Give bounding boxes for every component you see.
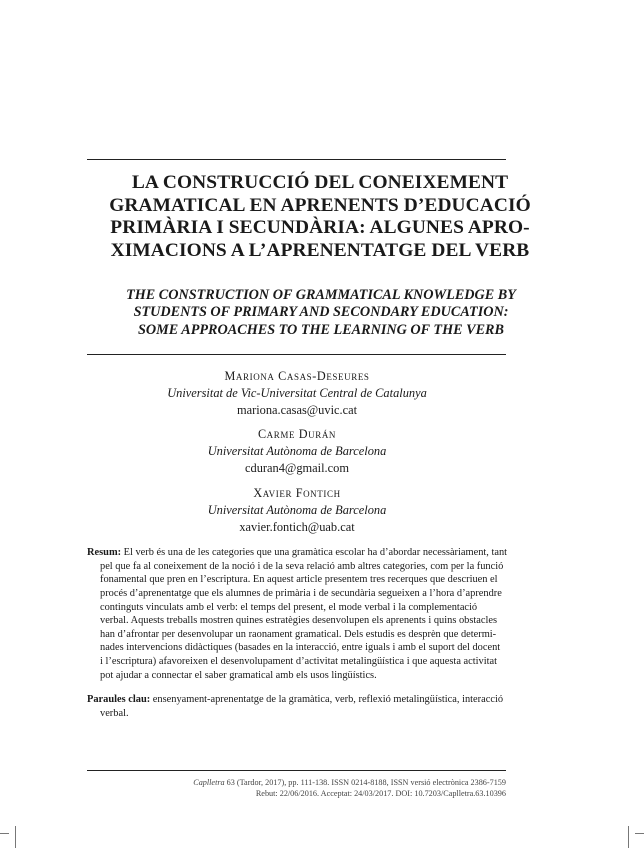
keywords-first-line xyxy=(87,693,508,707)
article-title xyxy=(70,172,570,262)
subtitle-line: SOME APPROACHES TO THE LEARNING OF THE VERB xyxy=(138,321,504,338)
keywords xyxy=(87,693,508,720)
journal-name: Caplletra xyxy=(193,778,225,787)
abstract-line: procés d’aprenentatge que els alumnes de primària i de secundària segueixen a l’hora d’aprendre xyxy=(100,587,502,599)
keywords-text: ensenyament-aprenentatge de la gramàtica, verb, reflexió metalingüística, interacció xyxy=(150,694,504,705)
author-institution: Universitat Autònoma de Barcelona xyxy=(207,444,387,458)
citation-text: 63 (Tardor, 2017), pp. 111-138. ISSN 0214-8188, ISSN versió electrònica 2386-7159 xyxy=(224,778,506,787)
crop-mark xyxy=(628,826,629,848)
title-line: XIMACIONS A L’APRENENTATGE DEL VERB xyxy=(110,239,530,261)
abstract-line: i l’escriptura) afavoreixen el desenvolupament d’activitat metalingüística i que aquesta activitat xyxy=(100,656,497,667)
title-line: GRAMATICAL EN APRENENTS D’EDUCACIÓ xyxy=(109,194,531,216)
author-name: Xavier Fontich xyxy=(253,486,341,500)
abstract-line: han d’afrontar per desenvolupar un raonament gramatical. Dels estudis es desprèn que determi- xyxy=(100,628,497,640)
author-institution: Universitat Autònoma de Barcelona xyxy=(207,503,387,517)
crop-mark xyxy=(635,833,644,834)
title-top-rule xyxy=(87,159,506,160)
author-email: mariona.casas@uvic.cat xyxy=(236,403,358,417)
title-line: LA CONSTRUCCIÓ DEL CONEIXEMENT xyxy=(131,172,509,193)
author-name: Mariona Casas-Deseures xyxy=(224,369,370,383)
abstract xyxy=(87,546,508,682)
footer-dates: Rebut: 22/06/2016. Acceptat: 24/03/2017. DOI: 10.7203/Caplletra.63.10396 xyxy=(255,789,506,799)
subtitle-line: THE CONSTRUCTION OF GRAMMATICAL KNOWLEDGE BY xyxy=(126,287,516,303)
abstract-line: pot ajudar a connectar el saber gramatical amb els usos lingüístics. xyxy=(100,669,377,681)
title-line: PRIMÀRIA I SECUNDÀRIA: ALGUNES APRO- xyxy=(110,217,530,238)
subtitle-line: STUDENTS OF PRIMARY AND SECONDARY EDUCATION: xyxy=(133,304,509,321)
author-block xyxy=(87,368,507,419)
abstract-line: fonamental que pren en l’escriptura. En aquest article presentem tres recerques que descriuen el xyxy=(100,574,498,586)
footer-rule xyxy=(87,770,506,771)
title-bottom-rule xyxy=(87,354,506,355)
abstract-line: verbal. Aquests treballs mostren quines estratègies desenvolupen els aprenents i quins obstacles xyxy=(100,615,498,627)
author-institution: Universitat de Vic-Universitat Central de Catalunya xyxy=(167,386,427,400)
footer-citation xyxy=(193,777,506,788)
keywords-label: Paraules clau: xyxy=(87,694,151,705)
author-email: cduran4@gmail.com xyxy=(245,461,349,475)
abstract-line: continguts vinculats amb el verb: el temps del present, el mode verbal i la complementació xyxy=(100,601,478,613)
abstract-line: pel que fa al coneixement de la noció i de la seva relació amb altres categories, com per la funció xyxy=(100,560,504,572)
abstract-text: El verb és una de les categories que una gramàtica escolar ha d’abordar necessàriament, tant xyxy=(121,547,508,558)
article-subtitle-english xyxy=(70,287,572,339)
author-email: xavier.fontich@uab.cat xyxy=(239,520,355,534)
abstract-label: Resum: xyxy=(87,547,122,558)
author-block xyxy=(87,426,507,477)
abstract-line: nades intervencions didàctiques (basades en la interacció, entre iguals i amb el suport del docent xyxy=(100,642,501,654)
author-block xyxy=(87,485,507,536)
crop-mark xyxy=(15,826,16,848)
page-footer xyxy=(193,777,506,799)
keywords-line: verbal. xyxy=(100,707,129,719)
author-name: Carme Durán xyxy=(257,427,337,441)
abstract-first-line xyxy=(87,546,508,560)
crop-mark xyxy=(0,833,9,834)
